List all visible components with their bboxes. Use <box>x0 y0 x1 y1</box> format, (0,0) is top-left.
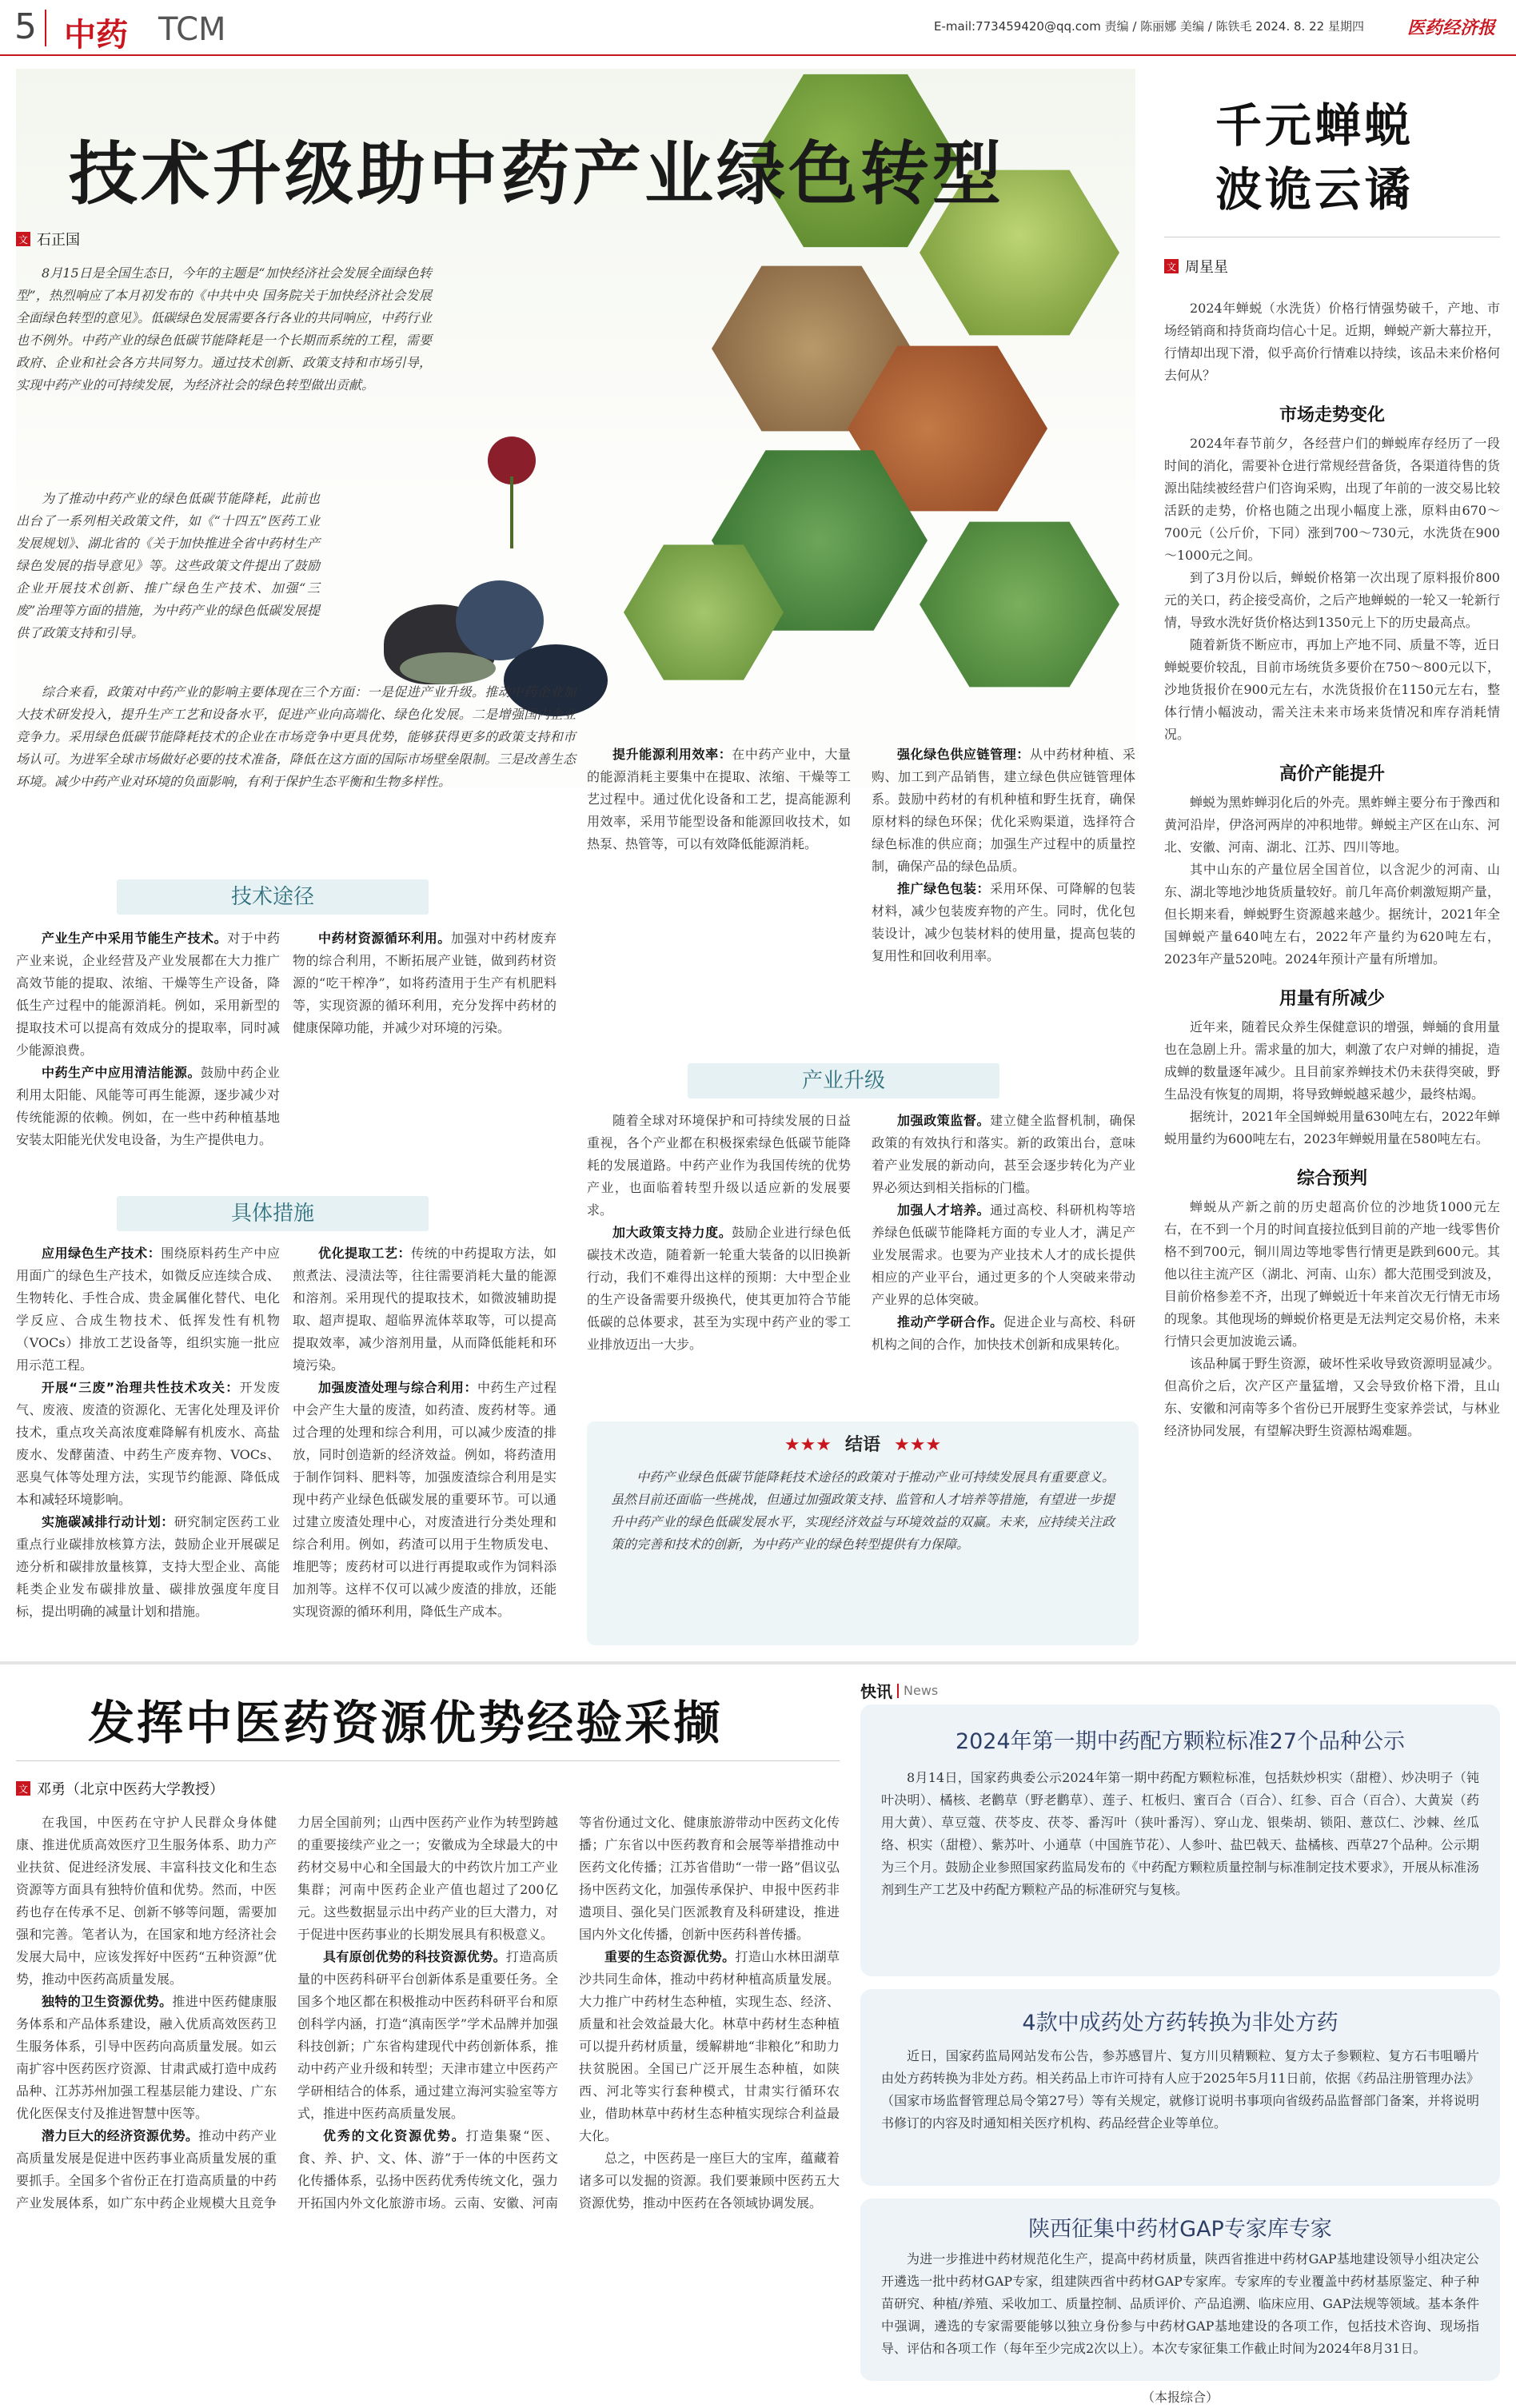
news-footer: （本报综合） <box>1141 2390 1219 2405</box>
page-header <box>0 0 1516 56</box>
column-4: 强化绿色供应链管理：从中药材种植、采购、加工到产品销售，建立绿色供应链管理体系。鼓励中药材的有机种植和野生抚育，确保原材料的绿色环保；优化采购渠道，选择符合绿色标准的供应商；加强生产过程中的质量控制，确保产品的绿色品质。 推广绿色包装：采用环保、可降解的包装材料，减少包装废弃物的产生。同时，优化包装设计，减少包装材料的使用量，提高包装的复用性和回收利用率。 <box>872 747 1135 963</box>
lead-paragraph-3: 综合来看，政策对中药产业的影响主要体现在三个方面：一是促进产业升级。推动中药企业加大技术研发投入，提升生产工艺和设备水平，促进产业向高端化、绿色化发展。二是增强国内企业竞争力。采用绿色低碳节能降耗技术的企业在市场竞争中更具优势，能够获得更多的政策支持和市场认可。为进军全球市场做好必要的技术准备，降低在这方面的国际市场壁垒限制。三是改善生态环境。减少中药产业对环境的负面影响，有利于保护生态平衡和生物多样性。 <box>16 684 576 789</box>
news-title: 2024年第一期中药配方颗粒标准27个品种公示 <box>955 1729 1406 1754</box>
column-3b: 随着全球对环境保护和可持续发展的日益重视，各个产业都在积极探索绿色低碳节能降耗的发展道路。中药产业作为我国传统的优势产业，也面临着转型升级以适应新的发展要求。 加大政策支持力度。鼓励企业进行绿色低碳技术改造，随着新一轮重大装备的以旧换新行动，我们不难得出这样的预期：大中型企业的生产设备需要升级换代，使其更加符合节能低碳的总体要求，甚至为实现中药产业的零工业排放迈出一大步。 <box>587 1113 851 1352</box>
article-tcm-resources <box>0 1671 848 2408</box>
subheading: 综合预判 <box>1296 1169 1367 1189</box>
section-heading-measures: 具体措施 <box>117 1196 429 1231</box>
conclusion-text: 中药产业绿色低碳节能降耗技术途径的政策对于推动产业可持续发展具有重要意义。虽然目前还面临一些挑战，但通过加强政策支持、监管和人才培养等措施，有望进一步提升中药产业的绿色低碳发展水平，实现经济效益与环境效益的双赢。未来，应持续关注政策的完善和技术的创新，为中药产业的绿色转型提供有力保障。 <box>611 1469 1115 1552</box>
column-4b: 加强政策监督。建立健全监督机制，确保政策的有效执行和落实。新的政策出台，意味着产业发展的新动向，甚至会逐步转化为产业界必须达到相关指标的门槛。 加强人才培养。通过高校、科研机构等培养绿色低碳节能降耗方面的专业人才，满足产业发展需求。也要为产业技术人才的成长提供相应的产业平台，通过更多的个人突破来带动产业界的总体突破。 推动产学研合作。促进企业与高校、科研机构之间的合作，加快技术创新和成果转化。 <box>872 1113 1135 1352</box>
paper-name: 医药经济报 <box>1407 18 1496 38</box>
article-cicada <box>1164 80 1500 1647</box>
news-body: 为进一步推进中药材规范化生产，提高中药材质量，陕西省推进中药材GAP基地建设领导小组决定公开遴选一批中药材GAP专家，组建陕西省中药材GAP专家库。专家库的专业覆盖中药材基原鉴定、种子种苗研究、种植/养殖、采收加工、质量控制、品质评价、产品追溯、临床应用、GAP法规等领域。基本条件中强调，遴选的专家需要能够以独立身份参与中药材GAP基地建设的各项工作，包括技术咨询、现场指导、评估和各项工作（每年至少完成2次以上）。本次专家征集工作截止时间为2024年8月31日。 <box>881 2251 1479 2356</box>
conclusion-heading: ★★★ 结语 ★★★ <box>784 1435 942 1455</box>
article-headline: 技术升级助中药产业绿色转型 <box>69 134 1004 214</box>
bold-lead: 中药材资源循环利用。 <box>318 931 451 946</box>
section-divider <box>0 1661 1516 1664</box>
subheading: 市场走势变化 <box>1279 405 1385 425</box>
subheading: 用量有所减少 <box>1279 989 1385 1009</box>
bold-lead: 中药生产中应用清洁能源。 <box>42 1065 201 1080</box>
lead-paragraph-2: 为了推动中药产业的绿色低碳节能降耗，此前也出台了一系列相关政策文件，如《“十四五”医药工业发展规划》、湖北省的《关于加快推进全省中药材生产绿色发展的指导意见》等。这些政策文件提出了鼓励企业开展技术创新、推广绿色生产技术、加强“三废”治理等方面的措施，为中药产业的绿色低碳发展提供了政策支持和引导。 <box>16 491 320 640</box>
news-briefs <box>860 1671 1500 2408</box>
subheading: 高价产能提升 <box>1279 764 1385 784</box>
bold-lead: 产业生产中采用节能生产技术。 <box>42 931 228 946</box>
author-name: 石正国 <box>37 232 80 249</box>
article-main <box>0 56 1151 1663</box>
article-byline: 文 邓勇（北京中医药大学教授） <box>16 1778 224 1799</box>
column-2: 中药材资源循环利用。加强对中药材废弃物的综合利用，不断拓展产业链，做到药材资源的“吃干榨净”，如将药渣用于生产有机肥料等，实现资源的循环利用，充分发挥中药材的健康保障功能，并减少对环境的污染。 <box>293 931 557 1035</box>
conclusion-box <box>587 1421 1139 1645</box>
article-headline: 发挥中医药资源优势经验采撷 <box>88 1696 723 1750</box>
article-byline: 文 周星星 <box>1164 256 1228 277</box>
article-headline-line1: 千元蝉蜕 <box>1215 98 1414 153</box>
column-3: 提升能源利用效率：在中药产业中，大量的能源消耗主要集中在提取、浓缩、干燥等工艺过程中。通过优化设备和工艺，提高能源利用效率，采用节能型设备和能源回收技术，如热泵、热管等，可以有效降低能源消耗。 <box>587 747 851 851</box>
herb-photo <box>920 516 1119 692</box>
news-title: 陕西征集中药材GAP专家库专家 <box>1028 2217 1332 2242</box>
column-2b: 优化提取工艺：传统的中药提取方法，如煎煮法、浸渍法等，往往需要消耗大量的能源和溶剂。采用现代的提取技术，如微波辅助提取、超声提取、超临界流体萃取等，可以提高提取效率，减少溶剂用量，从而降低能耗和环境污染。 加强废渣处理与综合利用：中药生产过程中会产生大量的废渣，如药渣、废药材等。通过合理的处理和综合利用，可以减少废渣的排放，同时创造新的经济效益。例如，将药渣用于制作饲料、肥料等，加强废渣综合利用是实现中药产业绿色低碳发展的重要环节。可以通过建立废渣处理中心，对废渣进行分类处理和综合利用。例如，药渣可以用于生物质发电、堆肥等；废药材可以进行再提取或作为饲料添加剂等。这样不仅可以减少废渣的排放，还能实现资源的循环利用，降低生产成本。 <box>293 1246 557 1619</box>
author-marker-icon: 文 <box>16 232 30 246</box>
cicada-body: 2024年蝉蜕（水洗货）价格行情强势破千，产地、市场经销商和持货商均信心十足。近期，蝉蜕产新大幕拉开，行情却出现下滑，似乎高价行情难以持续，该品未来价格何去何从？ 市场走势变化 2024年春节前夕，各经营户们的蝉蜕库存经历了一段时间的消化，需要补仓进行常规经营备货，各渠道待售的货源出陆续被经营户们咨询采购，出现了年前的一波交易比较活跃的走势，价格也随之出现小幅度上涨，原料由670～700元（公斤价，下同）涨到700～730元，水洗货在900～1000元之间。 到了3月份以后，蝉蜕价格第一次出现了原料报价800元的关口，药企接受高价，之后产地蝉蜕的一轮又一轮新行情，导致水洗好货价格达到1350元上下的历史最高点。 随着新货不断应市，再加上产地不同、质量不等，近日蝉蜕要价较乱，目前市场统货多要价在750～800元以下，沙地货报价在900元左右，水洗货报价在1150元左右，整体行情小幅波动，需关注未来市场来货情况和库存消耗情况。 高价产能提升 蝉蜕为黑蚱蝉羽化后的外壳。黑蚱蝉主要分布于豫西和黄河沿岸，伊洛河两岸的冲积地带。蝉蜕主产区在山东、河北、安徽、河南、湖北、江苏、四川等地。 其中山东的产量位居全国首位，以含泥少的河南、山东、湖北等地沙地货质量较好。前几年高价刺激短期产量，但长期来看，蝉蜕野生资源越来越少。据统计，2021年全国蝉蜕产量640吨左右，2022年产量约为620吨左右，2023年产量520吨。2024年预计产量有所增加。 用量有所减少 近年来，随着民众养生保健意识的增强，蝉蛹的食用量也在急剧上升。需求量的加大，刺激了农户对蝉的捕捉，造成蝉的数量逐年减少。且目前家养蝉技术仍未获得突破，野生品没有恢复的周期，将导致蝉蜕越采越少，最终枯竭。 据统计，2021年全国蝉蜕用量630吨左右，2022年蝉蜕用量约为600吨左右，2023年蝉蜕用量在580吨左右。 综合预判 蝉蜕从产新之前的历史超高价位的沙地货1000元左右，在不到一个月的时间直接拉低到目前的产地一线零售价格不到700元，铜川周边等地零售行情更是跌到600元。其他以往主流产区（湖北、河南、山东）都大范围受到波及，目前价格参差不齐，出现了蝉蜕近十年来首次无行情无市场的现象。其他现场的蝉蜕价格更是无法判定交易价格，未来行情只会更加波诡云谲。 该品种属于野生资源，破坏性采收导致资源明显减少。但高价之后，次产区产量猛增，又会导致价格下滑，且山东、安徽和河南等多个省份已开展野生变家养尝试，与林业经济协同发展，有望解决野生资源枯竭难题。 <box>1164 301 1500 1438</box>
author-marker-icon: 文 <box>16 1781 30 1796</box>
author-marker-icon: 文 <box>1164 259 1179 273</box>
star-icon: ★★★ <box>784 1435 832 1455</box>
header-info: E-mail:773459420@qq.com 责编 / 陈丽娜 美编 / 陈铁毛 2024. 8. 22 星期四 <box>934 19 1364 34</box>
star-icon: ★★★ <box>894 1435 942 1455</box>
news-item <box>860 1989 1500 2186</box>
section-heading-upgrade: 产业升级 <box>688 1063 999 1098</box>
section-name: 中药 <box>64 17 128 54</box>
section-name-en: TCM <box>158 11 226 48</box>
flower-illustration <box>464 421 560 548</box>
page-number: 5 <box>14 6 37 47</box>
news-label: 快讯 News <box>860 1682 939 1701</box>
article3-body: 在我国，中医药在守护人民群众身体健康、推进优质高效医疗卫生服务体系、助力产业扶贫、促进经济发展、丰富科技文化和生态资源等方面具有独特价值和优势。然而，中医药也存在传承不足、创新不够等问题，需要加强和完善。笔者认为，在国家和地方经济社会发展大局中，应该发挥好中医药“五种资源”优势，推动中医药高质量发展。 独特的卫生资源优势。推进中医药健康服务体系和产品体系建设，融入优质高效医药卫生服务体系，引导中医药向高质量发展。如云南扩容中医药医疗资源、甘肃武威打造中成药品种、江苏苏州加强工程基层能力建设、广东优化医保支付及推进智慧中医等。 潜力巨大的经济资源优势。推动中药产业高质量发展是促进中医药事业高质量发展的重要抓手。全国多个省份正在打造高质量的中药产业发展体系，如广东中药企业规模大且竞争力居全国前列；山西中医药产业作为转型跨越的重要接续产业之一；安徽成为全球最大的中药材交易中心和全国最大的中药饮片加工产业集群；河南中医药企业产值也超过了200亿元。这些数据显示出中药产业的巨大潜力，对于促进中医药事业的长期发展具有积极意义。 具有原创优势的科技资源优势。打造高质量的中医药科研平台创新体系是重要任务。全国多个地区都在积极推动中医药科研平台和原创科学内涵，打造“滇南医学”学术品牌并加强科技创新；广东省构建现代中药创新体系，推动中药产业升级和转型；天津市建立中医药产学研相结合的体系，通过建立海河实验室等方式，推进中医药高质量发展。 优秀的文化资源优势。打造集聚“医、食、养、护、文、体、游”于一体的中医药文化传播体系，弘扬中医药优秀传统文化，强力开拓国内外文化旅游市场。云南、安徽、河南等省份通过文化、健康旅游带动中医药文化传播；广东省以中医药教育和会展等举措推动中医药文化传播；江苏省借助“一带一路”倡议弘扬中医药文化，加强传承保护、申报中医药非遗项目、强化吴门医派教育及科研建设，推进国内外文化传播，创新中医药科普传播。 重要的生态资源优势。打造山水林田湖草沙共同生命体，推动中药材种植高质量发展。大力推广中药材生态种植，实现生态、经济、质量和社会效益最大化。林草中药材生态种植可以提升药材质量，缓解耕地“非粮化”和助力扶贫脱困。全国已广泛开展生态种植，如陕西、河北等实行套种模式，甘肃实行循环农业，借助林草中药材生态种植实现综合利益最大化。 总之，中医药是一座巨大的宝库，蕴藏着诸多可以发掘的资源。我们要兼顾中医药五大资源优势，推动中医药在各领域协调发展。 <box>16 1815 840 2211</box>
article-headline-line2: 波诡云谲 <box>1215 162 1414 217</box>
news-item <box>860 2199 1500 2381</box>
column-1: 产业生产中采用节能生产技术。对于中药产业来说，企业经营及产业发展都在大力推广高效节能的提取、浓缩、干燥等生产设备，降低生产过程中的能源消耗。例如，采用新型的提取技术可以提高有效成分的提取率，同时减少能源浪费。 中药生产中应用清洁能源。鼓励中药企业利用太阳能、风能等可再生能源，逐步减少对传统能源的依赖。例如，在一些中药种植基地安装太阳能光伏发电设备，为生产提供电力。 <box>16 931 280 1147</box>
column-1b: 应用绿色生产技术：围绕原料药生产中应用面广的绿色生产技术，如微反应连续合成、生物转化、手性合成、贵金属催化替代、电化学反应、合成生物技术、低挥发性有机物（VOCs）排放工艺设备等，组织实施一批应用示范工程。 开展“三废”治理共性技术攻关：开发废气、废液、废渣的资源化、无害化处理及评价技术，重点攻关高浓度难降解有机废水、高盐废水、发酵菌渣、中药生产废弃物、VOCs、恶臭气体等处理方法，实现节约能源、降低成本和减轻环境影响。 实施碳减排行动计划：研究制定医药工业重点行业碳排放核算方法，鼓励企业开展碳足迹分析和碳排放量核算，支持大型企业、高能耗类企业发布碳排放量、碳排放强度年度目标，提出明确的减量计划和措施。 <box>16 1246 280 1619</box>
news-item <box>860 1704 1500 1976</box>
news-body: 近日，国家药监局网站发布公告，参苏感冒片、复方川贝精颗粒、复方太子参颗粒、复方石韦咀嚼片由处方药转换为非处方药。相关药品上市许可持有人应于2025年5月11日前，依据《药品注册管理办法》（国家市场监督管理总局令第27号）等有关规定，就修订说明书事项向省级药品监督部门备案，并将说明书修订的内容及时通知相关医疗机构、药品经营企业等单位。 <box>881 2048 1479 2131</box>
news-title: 4款中成药处方药转换为非处方药 <box>1022 2011 1338 2035</box>
lead-paragraph: 8月15日是全国生态日，今年的主题是“加快经济社会发展全面绿色转型”，热烈响应了本月初发布的《中共中央 国务院关于加快经济社会发展全面绿色转型的意见》。低碳绿色发展需要各行各业的共同响应，中药行业也不例外。中药产业的绿色低碳节能降耗是一个长期而系统的工程，需要政府、企业和社会各方共同努力。通过技术创新、政策支持和市场引导，实现中药产业的可持续发展，为经济社会的绿色转型做出贡献。 <box>16 265 433 393</box>
section-heading-tech: 技术途径 <box>117 879 429 915</box>
news-body: 8月14日，国家药典委公示2024年第一期中药配方颗粒标准，包括麸炒枳实（甜橙）、炒决明子（钝叶决明）、橘核、老鹳草（野老鹳草）、莲子、杠板归、蜜百合（百合）、红参、百合（百合）、大黄炭（药用大黄）、草豆蔻、茯苓皮、茯苓、番泻叶（狭叶番泻）、穿山龙、银柴胡、锁阳、薏苡仁、沙棘、丝瓜络、枳实（甜橙）、紫苏叶、小通草（中国旌节花）、人参叶、盐巴戟天、盐橘核、西草27个品种。公示期为三个月。鼓励企业参照国家药监局发布的《中药配方颗粒质量控制与标准制定技术要求》，开展从标准汤剂到生产工艺及中药配方颗粒产品的标准研究与复核。 <box>881 1770 1479 1897</box>
article-byline <box>16 229 80 249</box>
